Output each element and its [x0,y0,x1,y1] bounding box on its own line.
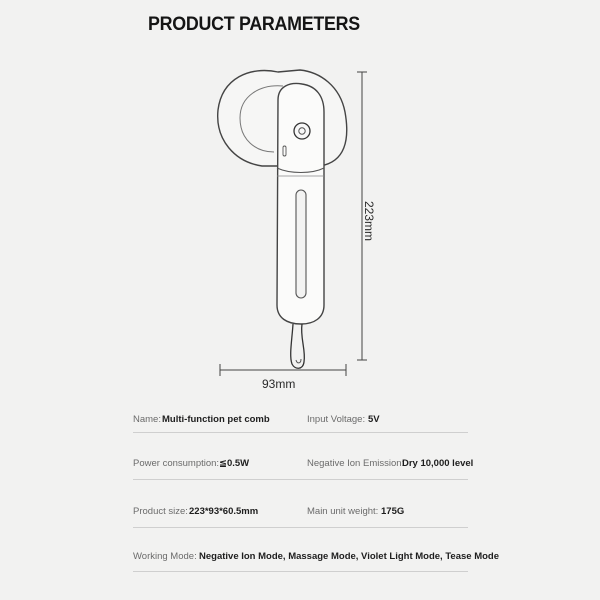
spec-value: 5V [368,414,380,425]
spec-value: Multi-function pet comb [162,414,270,425]
page-title: PRODUCT PARAMETERS [148,14,360,35]
spec-value: ≦0.5W [219,458,250,469]
row-divider [133,571,468,572]
spec-label: Input Voltage: [307,414,366,425]
spec-label: Power consumption: [133,458,220,469]
spec-value: Dry 10,000 level [402,458,474,469]
handle-window [296,190,306,298]
power-button [294,123,310,139]
lanyard [291,324,305,368]
spec-label: Working Mode: [133,551,197,562]
spec-label: Name: [133,414,161,425]
row-divider [133,432,468,433]
width-dimension-line [220,364,346,376]
spec-value: 223*93*60.5mm [189,506,259,517]
spec-value: Negative Ion Mode, Massage Mode, Violet Light Mode, Tease Mode [199,551,500,562]
row-divider [133,527,468,528]
width-dimension-label: 93mm [262,377,296,391]
height-dimension-label: 223mm [362,200,377,242]
row-divider [133,479,468,480]
spec-value: 175G [381,506,405,517]
spec-label: Main unit weight: [307,506,379,517]
spec-label: Product size: [133,506,188,517]
spec-label: Negative Ion Emission: [307,458,405,469]
